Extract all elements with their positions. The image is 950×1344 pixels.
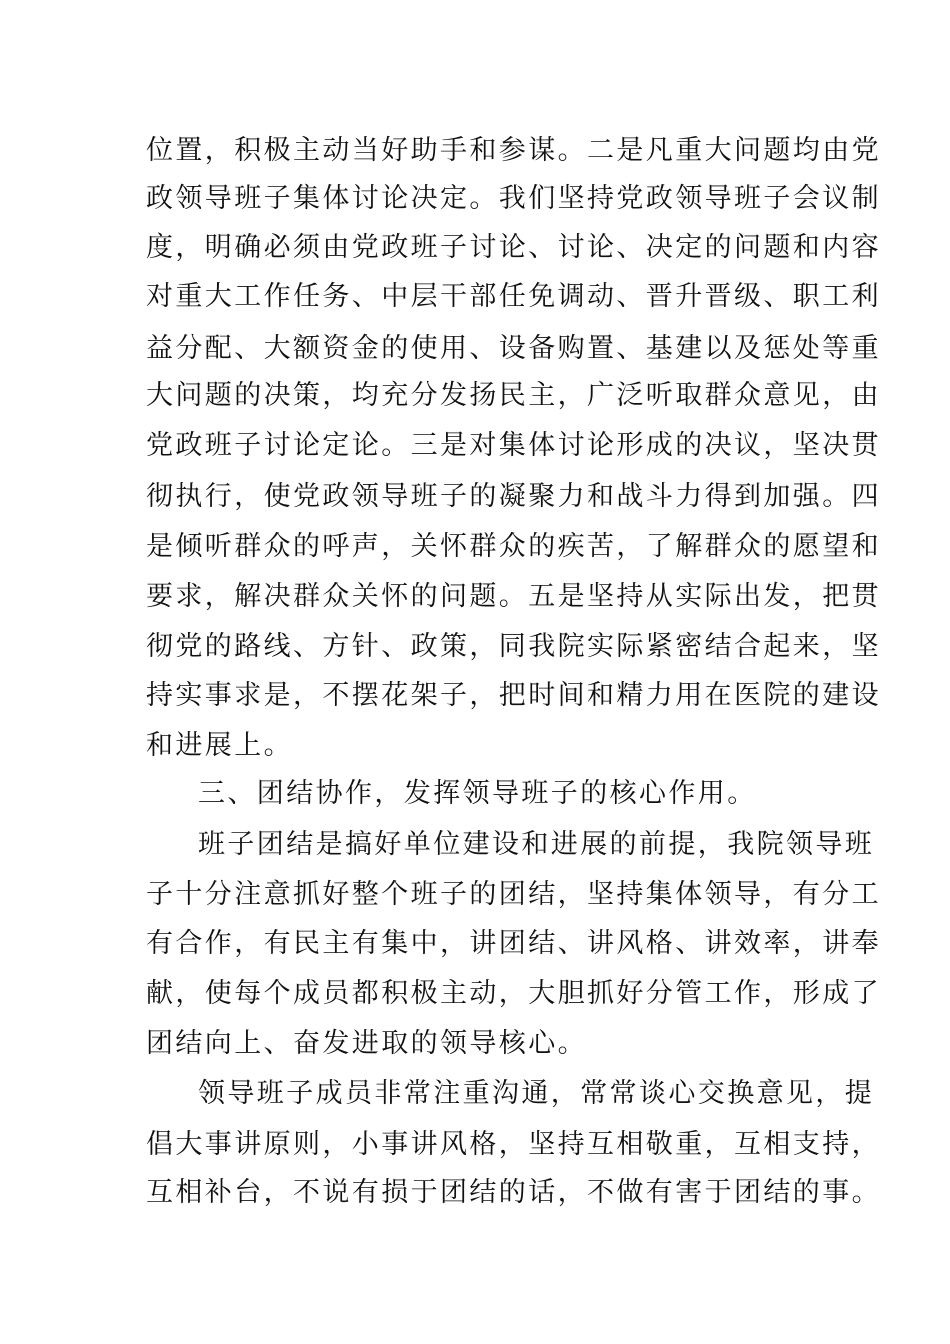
text-line: 和进展上。 <box>146 730 293 761</box>
text-line: 子十分注意抓好整个班子的团结，坚持集体领导，有分工 <box>146 879 881 910</box>
text-line: 是倾听群众的呼声，关怀群众的疾苦，了解群众的愿望和 <box>146 531 881 562</box>
section-heading: 三、团结协作，发挥领导班子的核心作用。 <box>198 778 757 809</box>
text-line: 大问题的决策，均充分发扬民主，广泛听取群众意见，由 <box>146 380 881 411</box>
text-line: 位置，积极主动当好助手和参谋。二是凡重大问题均由党 <box>146 135 881 166</box>
text-line: 政领导班子集体讨论决定。我们坚持党政领导班子会议制 <box>146 183 881 214</box>
text-line: 益分配、大额资金的使用、设备购置、基建以及惩处等重 <box>146 333 881 364</box>
text-line: 对重大工作任务、中层干部任免调动、晋升晋级、职工利 <box>146 281 881 312</box>
text-line: 班子团结是搞好单位建设和进展的前提，我院领导班 <box>198 829 875 860</box>
text-line: 互相补台，不说有损于团结的话，不做有害于团结的事。 <box>146 1177 881 1208</box>
text-line: 要求，解决群众关怀的问题。五是坚持从实际出发，把贯 <box>146 581 881 612</box>
text-line: 团结向上、奋发进取的领导核心。 <box>146 1028 587 1059</box>
text-line: 领导班子成员非常注重沟通，常常谈心交换意见，提 <box>198 1078 875 1109</box>
text-line: 有合作，有民主有集中，讲团结、讲风格、讲效率，讲奉 <box>146 928 881 959</box>
text-line: 党政班子讨论定论。三是对集体讨论形成的决议，坚决贯 <box>146 430 881 461</box>
text-line: 彻执行，使党政领导班子的凝聚力和战斗力得到加强。四 <box>146 481 881 512</box>
text-line: 持实事求是，不摆花架子，把时间和精力用在医院的建设 <box>146 680 881 711</box>
text-line: 度，明确必须由党政班子讨论、讨论、决定的问题和内容 <box>146 232 881 263</box>
text-line: 倡大事讲原则，小事讲风格，坚持互相敬重，互相支持， <box>146 1129 881 1160</box>
text-line: 献，使每个成员都积极主动，大胆抓好分管工作，形成了 <box>146 978 881 1009</box>
text-line: 彻党的路线、方针、政策，同我院实际紧密结合起来，坚 <box>146 631 881 662</box>
